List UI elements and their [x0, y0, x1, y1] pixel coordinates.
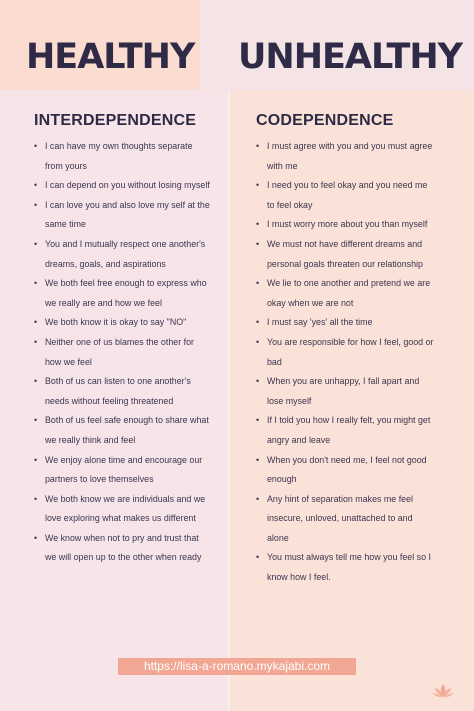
list-item: • We must not have different dreams and personal goals threaten our relationship	[256, 235, 436, 274]
lotus-icon	[432, 683, 454, 699]
list-item: • If I told you how I really felt, you might get angry and leave	[256, 411, 436, 450]
list-item: • I must say 'yes' all the time	[256, 313, 436, 333]
list-item: • I can love you and also love my self at the same time	[34, 196, 212, 235]
unhealthy-title: UNHEALTHY	[238, 37, 463, 77]
list-item: • You and I mutually respect one another's dreams, goals, and aspirations	[34, 235, 212, 274]
list-item: • When you don't need me, I feel not good enough	[256, 451, 436, 490]
healthy-title: HEALTHY	[26, 37, 195, 77]
healthy-list	[34, 137, 212, 568]
list-item: • We both know we are individuals and we love exploring what makes us different	[34, 490, 212, 529]
list-item: • I can have my own thoughts separate from yours	[34, 137, 212, 176]
list-item: • Both of us can listen to one another's needs without feeling threatened	[34, 372, 212, 411]
list-item: • You are responsible for how I feel, good or bad	[256, 333, 436, 372]
list-item: • When you are unhappy, I fall apart and lose myself	[256, 372, 436, 411]
list-item: • I must agree with you and you must agree with me	[256, 137, 436, 176]
unhealthy-list	[256, 137, 436, 588]
list-item: • We both feel free enough to express who we really are and how we feel	[34, 274, 212, 313]
list-item: • I need you to feel okay and you need me to feel okay	[256, 176, 436, 215]
list-item: • We know when not to pry and trust that we will open up to the other when ready	[34, 529, 212, 568]
codependence-subtitle: CODEPENDENCE	[256, 112, 394, 129]
list-item: • I must worry more about you than myself	[256, 215, 436, 235]
list-item: • We both know it is okay to say "NO"	[34, 313, 212, 333]
list-item: • We lie to one another and pretend we are okay when we are not	[256, 274, 436, 313]
list-item: • Both of us feel safe enough to share what we really think and feel	[34, 411, 212, 450]
list-item: • We enjoy alone time and encourage our partners to love themselves	[34, 451, 212, 490]
interdependence-subtitle: INTERDEPENDENCE	[34, 112, 197, 129]
website-link[interactable]: https://lisa-a-romano.mykajabi.com	[118, 658, 356, 675]
list-item: • You must always tell me how you feel so I know how I feel.	[256, 548, 436, 587]
list-item: • I can depend on you without losing myself	[34, 176, 212, 196]
list-item: • Any hint of separation makes me feel insecure, unloved, unattached to and alone	[256, 490, 436, 549]
list-item: • Neither one of us blames the other for how we feel	[34, 333, 212, 372]
